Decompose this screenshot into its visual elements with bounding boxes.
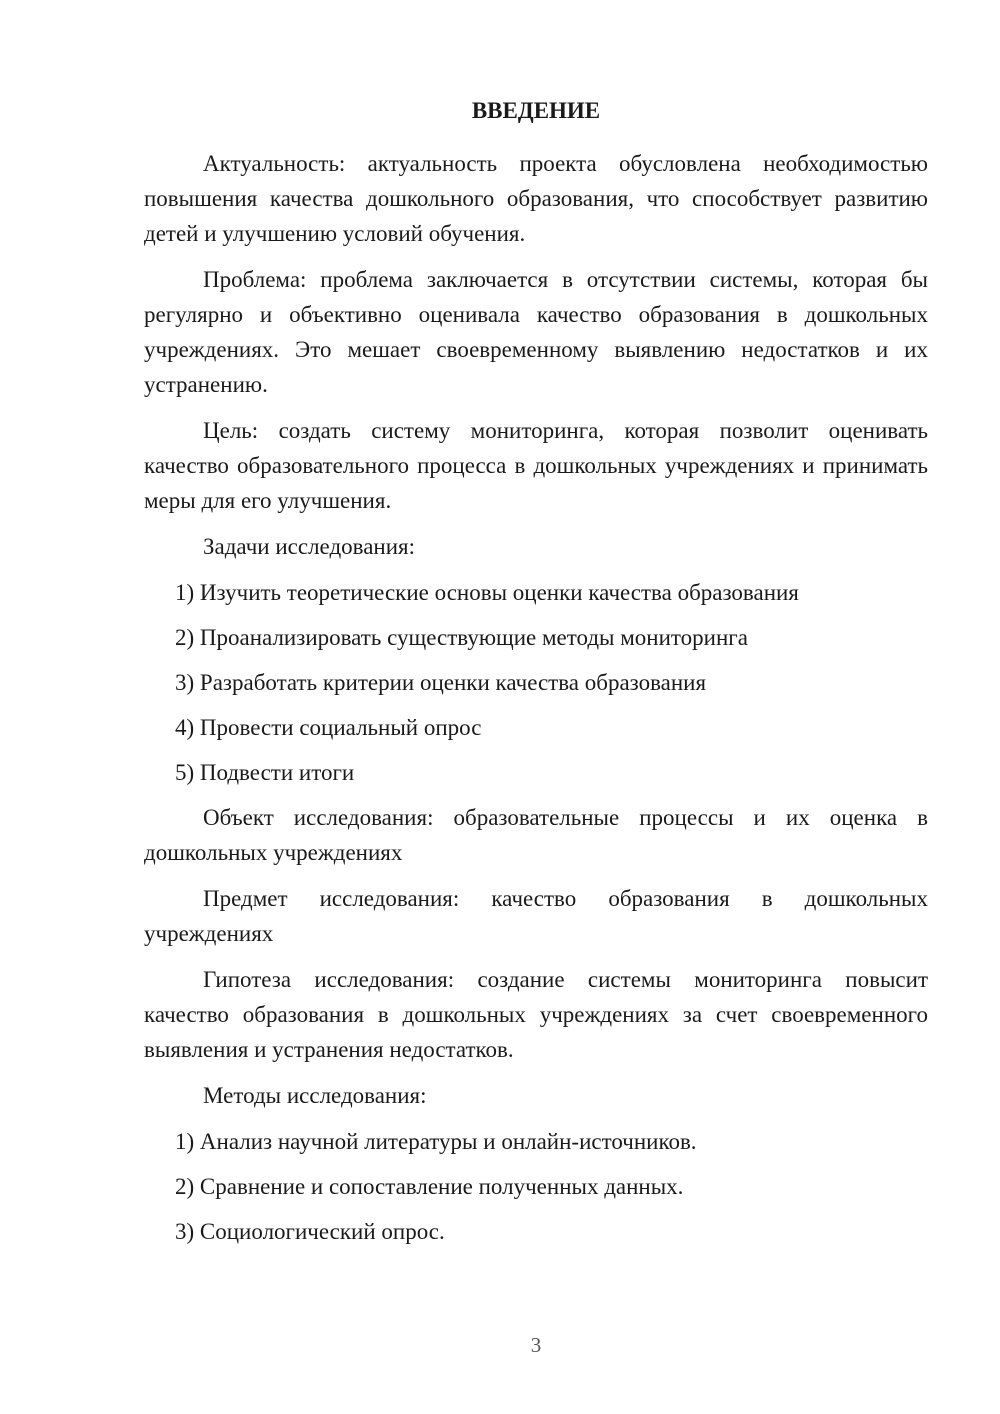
methods-list <box>144 1124 928 1249</box>
task-item: 1) Изучить теоретические основы оценки качества образования <box>175 580 799 605</box>
task-item: 3) Разработать критерии оценки качества образования <box>175 670 707 695</box>
method-item: 2) Сравнение и сопоставление полученных данных. <box>175 1174 684 1199</box>
tasks-list <box>144 575 928 790</box>
subject-paragraph: Предмет исследования: качество образования в дошкольных учреждениях <box>144 886 928 946</box>
task-item: 2) Проанализировать существующие методы мониторинга <box>175 625 748 650</box>
hypothesis-paragraph: Гипотеза исследования: создание системы мониторинга повысит качество образования в дошкольных учреждениях за счет своевременного выявления и устранения недостатков. <box>144 967 928 1062</box>
methods-title: Методы исследования: <box>203 1083 427 1108</box>
task-item: 5) Подвести итоги <box>175 760 355 785</box>
problem-paragraph: Проблема: проблема заключается в отсутствии системы, которая бы регулярно и объективно оценивала качество образования в дошкольных учреждениях. Это мешает своевременному выявлению недостатков и их устранению. <box>144 267 928 397</box>
tasks-title: Задачи исследования: <box>203 534 416 559</box>
method-item: 1) Анализ научной литературы и онлайн-источников. <box>175 1129 697 1154</box>
method-item: 3) Социологический опрос. <box>175 1219 445 1244</box>
goal-paragraph: Цель: создать систему мониторинга, которая позволит оценивать качество образовательного процесса в дошкольных учреждениях и принимать меры для его улучшения. <box>144 418 928 513</box>
page-title: ВВЕДЕНИЕ <box>471 98 601 123</box>
relevance-paragraph: Актуальность: актуальность проекта обусловлена необходимостью повышения качества дошкольного образования, что способствует развитию детей и улучшению условий обучения. <box>144 151 928 246</box>
object-paragraph: Объект исследования: образовательные процессы и их оценка в дошкольных учреждениях <box>144 805 928 865</box>
page-content <box>144 96 928 1259</box>
task-item: 4) Провести социальный опрос <box>175 715 482 740</box>
page-number: 3 <box>530 1333 542 1357</box>
